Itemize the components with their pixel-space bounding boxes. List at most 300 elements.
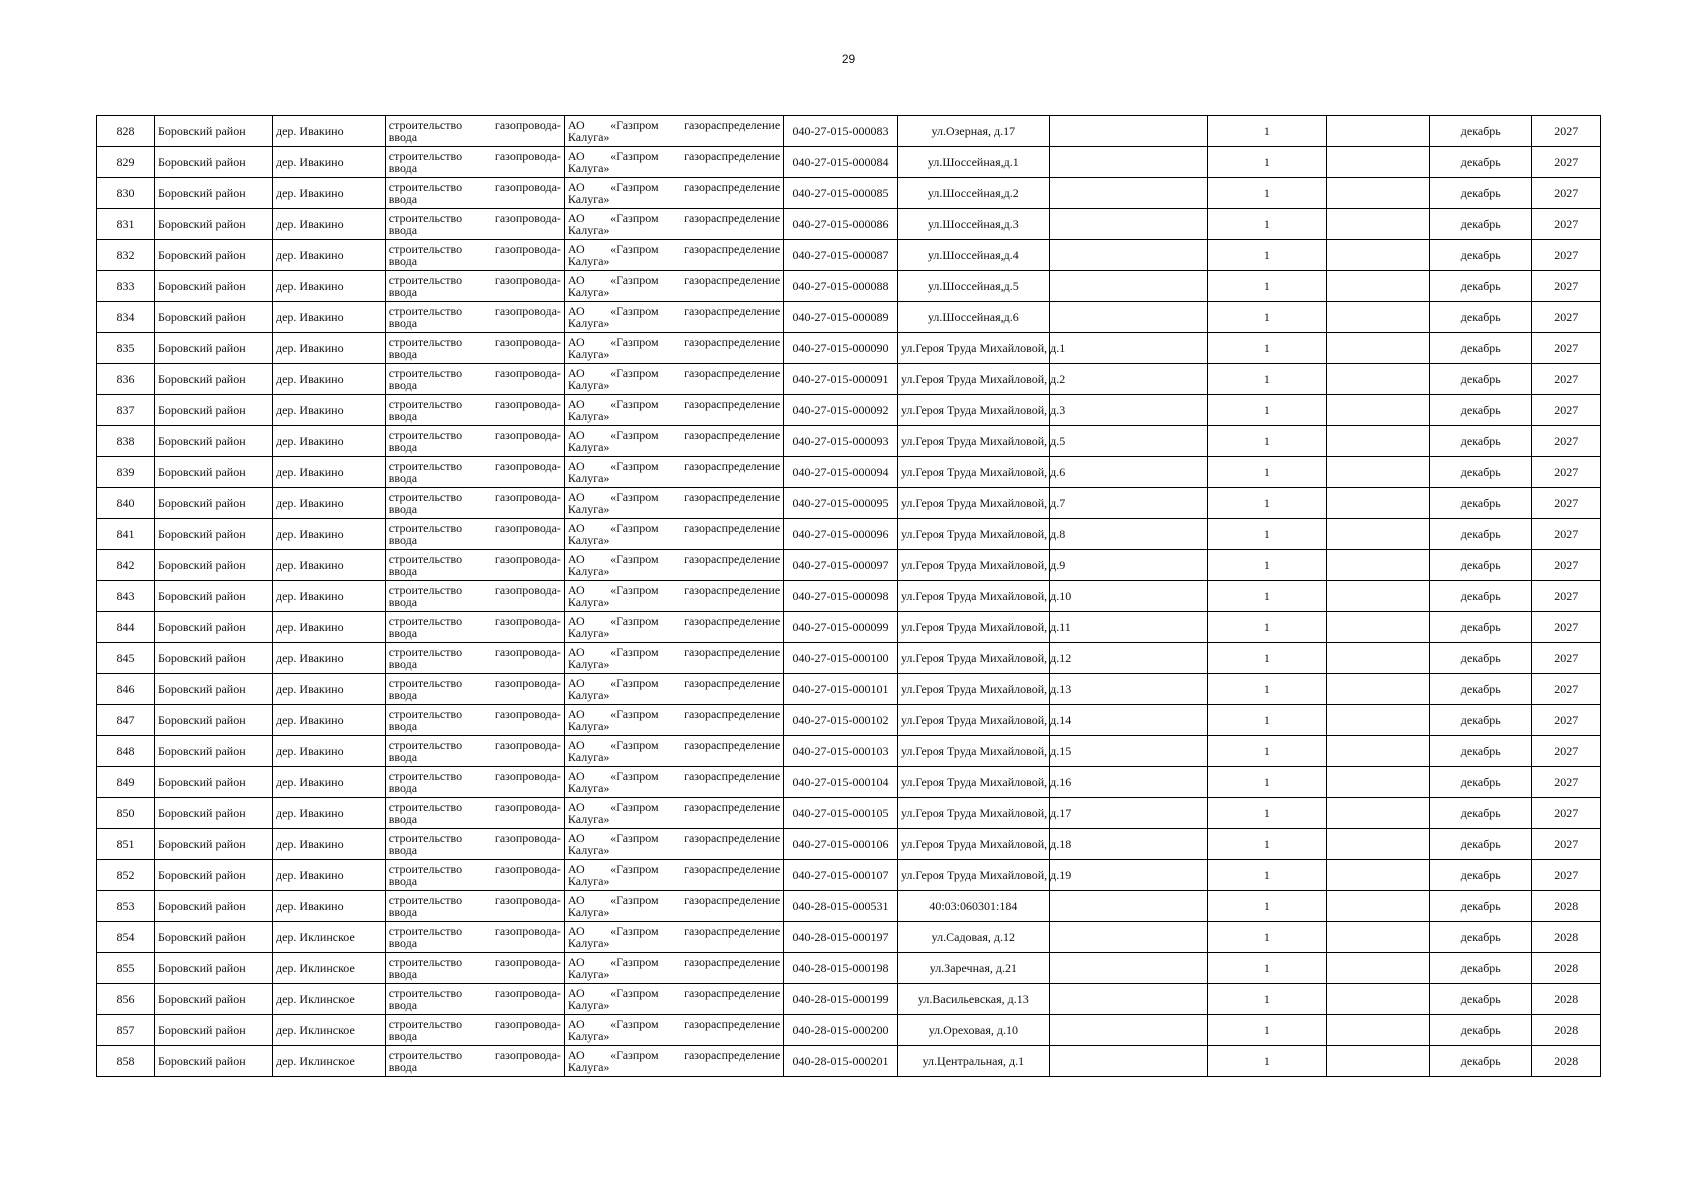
- address-cell: [897, 922, 1049, 953]
- quantity-cell: [1207, 271, 1326, 302]
- table-row: [97, 550, 1601, 581]
- year-cell: [1532, 457, 1601, 488]
- empty-cell: [1326, 922, 1429, 953]
- work-type-word-3: ввода: [388, 409, 418, 423]
- work-type-word-2: газопровода-: [494, 738, 561, 752]
- organization-cell: [564, 643, 783, 674]
- work-type-word-1: строительство: [388, 738, 463, 752]
- table-row: [97, 767, 1601, 798]
- row-number-cell: [97, 674, 155, 705]
- empty-cell: [1326, 302, 1429, 333]
- table-row: [97, 860, 1601, 891]
- empty-cell: [1326, 953, 1429, 984]
- organization-word-3: газораспределение: [684, 924, 781, 938]
- quantity-cell: [1207, 612, 1326, 643]
- organization-cell: [564, 271, 783, 302]
- table-row: [97, 1046, 1601, 1077]
- address: ул.Героя Труда Михайловой, д.10: [900, 589, 1072, 603]
- district-cell: [154, 922, 272, 953]
- work-type-word-1: строительство: [388, 645, 463, 659]
- organization-word-2: «Газпром: [610, 738, 659, 752]
- empty-cell: [1049, 519, 1207, 550]
- object-code: 040-27-015-000093: [792, 434, 889, 448]
- quantity: 1: [1263, 403, 1270, 417]
- work-type-word-1: строительство: [388, 490, 463, 504]
- empty-cell: [1049, 581, 1207, 612]
- organization-word-2: «Газпром: [610, 707, 659, 721]
- address-cell: [897, 891, 1049, 922]
- address-cell: [897, 519, 1066, 550]
- organization-word-3: газораспределение: [684, 986, 781, 1000]
- empty-cell: [1326, 860, 1429, 891]
- work-type-word-3: ввода: [388, 688, 418, 702]
- year: 2027: [1554, 341, 1579, 355]
- empty-cell: [1326, 147, 1429, 178]
- settlement-cell: [272, 1015, 385, 1046]
- organization-word-1: АО: [567, 180, 585, 194]
- address-cell: [897, 488, 1066, 519]
- address-cell: [897, 457, 1066, 488]
- row-number: 842: [116, 558, 135, 572]
- work-type-word-1: строительство: [388, 180, 463, 194]
- work-type-word-1: строительство: [388, 397, 463, 411]
- quantity: 1: [1263, 341, 1270, 355]
- work-type-word-3: ввода: [388, 595, 418, 609]
- row-number: 857: [116, 1023, 135, 1037]
- quantity-cell: [1207, 891, 1326, 922]
- organization-word-2: «Газпром: [610, 521, 659, 535]
- district-cell: [154, 984, 272, 1015]
- month: декабрь: [1460, 341, 1501, 355]
- object-code: 040-28-015-000201: [792, 1054, 889, 1068]
- work-type-word-2: газопровода-: [494, 583, 561, 597]
- settlement-cell: [272, 178, 385, 209]
- district-cell: [154, 798, 272, 829]
- row-number-cell: [97, 488, 155, 519]
- object-code: 040-28-015-000200: [792, 1023, 889, 1037]
- table-row: [97, 1015, 1601, 1046]
- settlement: дер. Ивакино: [275, 434, 344, 448]
- district-cell: [154, 116, 272, 147]
- object-code-cell: [784, 736, 898, 767]
- month-cell: [1430, 953, 1532, 984]
- organization-word-4: Калуга»: [567, 1060, 610, 1074]
- object-code: 040-27-015-000097: [792, 558, 889, 572]
- work-type-word-2: газопровода-: [494, 645, 561, 659]
- settlement: дер. Ивакино: [275, 465, 344, 479]
- address-cell: [897, 147, 1049, 178]
- organization-word-2: «Газпром: [610, 211, 659, 225]
- empty-cell: [1049, 488, 1207, 519]
- row-number: 831: [116, 217, 135, 231]
- row-number-cell: [97, 395, 155, 426]
- year: 2027: [1554, 248, 1579, 262]
- work-type-word-1: строительство: [388, 614, 463, 628]
- district: Боровский район: [157, 992, 246, 1006]
- district: Боровский район: [157, 248, 246, 262]
- organization-word-3: газораспределение: [684, 149, 781, 163]
- quantity-cell: [1207, 147, 1326, 178]
- work-type-word-3: ввода: [388, 161, 418, 175]
- empty-cell: [1326, 116, 1429, 147]
- work-type-cell: [385, 395, 564, 426]
- quantity: 1: [1263, 868, 1270, 882]
- district-cell: [154, 271, 272, 302]
- table-row: [97, 457, 1601, 488]
- organization-word-4: Калуга»: [567, 130, 610, 144]
- organization-cell: [564, 736, 783, 767]
- district: Боровский район: [157, 682, 246, 696]
- organization-word-2: «Газпром: [610, 552, 659, 566]
- district: Боровский район: [157, 527, 246, 541]
- row-number: 832: [116, 248, 135, 262]
- quantity-cell: [1207, 984, 1326, 1015]
- settlement: дер. Ивакино: [275, 558, 344, 572]
- settlement-cell: [272, 457, 385, 488]
- quantity-cell: [1207, 953, 1326, 984]
- quantity: 1: [1263, 930, 1270, 944]
- work-type-word-3: ввода: [388, 967, 418, 981]
- quantity-cell: [1207, 736, 1326, 767]
- empty-cell: [1326, 395, 1429, 426]
- year-cell: [1532, 240, 1601, 271]
- district: Боровский район: [157, 465, 246, 479]
- month: декабрь: [1460, 434, 1501, 448]
- quantity: 1: [1263, 744, 1270, 758]
- work-type-word-3: ввода: [388, 719, 418, 733]
- address: ул.Заречная, д.21: [929, 961, 1017, 975]
- address-cell: [897, 302, 1049, 333]
- empty-cell: [1049, 767, 1207, 798]
- empty-cell: [1049, 798, 1207, 829]
- table-row: [97, 302, 1601, 333]
- year: 2027: [1554, 713, 1579, 727]
- month: декабрь: [1460, 589, 1501, 603]
- organization-word-4: Калуга»: [567, 192, 610, 206]
- address-cell: [897, 240, 1049, 271]
- settlement: дер. Ивакино: [275, 682, 344, 696]
- quantity: 1: [1263, 434, 1270, 448]
- work-type-cell: [385, 798, 564, 829]
- work-type-word-2: газопровода-: [494, 490, 561, 504]
- work-type-word-1: строительство: [388, 1017, 463, 1031]
- address: ул.Героя Труда Михайловой, д.13: [900, 682, 1072, 696]
- empty-cell: [1326, 643, 1429, 674]
- work-type-word-1: строительство: [388, 304, 463, 318]
- work-type-word-2: газопровода-: [494, 614, 561, 628]
- organization-word-3: газораспределение: [684, 862, 781, 876]
- organization-word-4: Калуга»: [567, 874, 610, 888]
- work-type-word-1: строительство: [388, 211, 463, 225]
- object-code: 040-27-015-000086: [792, 217, 889, 231]
- settlement: дер. Ивакино: [275, 372, 344, 386]
- row-number-cell: [97, 829, 155, 860]
- row-number-cell: [97, 984, 155, 1015]
- settlement: дер. Иклинское: [275, 961, 355, 975]
- work-type-word-3: ввода: [388, 347, 418, 361]
- year-cell: [1532, 1015, 1601, 1046]
- table-row: [97, 178, 1601, 209]
- work-type-word-3: ввода: [388, 471, 418, 485]
- organization-word-2: «Газпром: [610, 180, 659, 194]
- address: ул.Шоссейная,д.1: [927, 155, 1019, 169]
- organization-cell: [564, 209, 783, 240]
- month: декабрь: [1460, 651, 1501, 665]
- table-row: [97, 922, 1601, 953]
- work-type-word-3: ввода: [388, 192, 418, 206]
- month-cell: [1430, 550, 1532, 581]
- organization-word-4: Калуга»: [567, 440, 610, 454]
- table-row: [97, 209, 1601, 240]
- district: Боровский район: [157, 372, 246, 386]
- quantity: 1: [1263, 124, 1270, 138]
- quantity: 1: [1263, 558, 1270, 572]
- address-cell: [897, 953, 1049, 984]
- organization-word-4: Калуга»: [567, 285, 610, 299]
- year: 2027: [1554, 403, 1579, 417]
- row-number-cell: [97, 550, 155, 581]
- month: декабрь: [1460, 744, 1501, 758]
- address: ул.Героя Труда Михайловой, д.9: [900, 558, 1066, 572]
- work-type-cell: [385, 581, 564, 612]
- address-cell: [897, 674, 1072, 705]
- object-code-cell: [784, 519, 898, 550]
- object-code-cell: [784, 209, 898, 240]
- year: 2027: [1554, 682, 1579, 696]
- organization-word-2: «Газпром: [610, 335, 659, 349]
- quantity-cell: [1207, 798, 1326, 829]
- work-type-word-2: газопровода-: [494, 862, 561, 876]
- work-type-cell: [385, 922, 564, 953]
- year: 2027: [1554, 372, 1579, 386]
- district-cell: [154, 488, 272, 519]
- district-cell: [154, 519, 272, 550]
- settlement: дер. Ивакино: [275, 403, 344, 417]
- object-code-cell: [784, 333, 898, 364]
- month-cell: [1430, 674, 1532, 705]
- month-cell: [1430, 1046, 1532, 1077]
- year-cell: [1532, 271, 1601, 302]
- empty-cell: [1049, 922, 1207, 953]
- row-number: 833: [116, 279, 135, 293]
- empty-cell: [1326, 550, 1429, 581]
- month: декабрь: [1460, 279, 1501, 293]
- year-cell: [1532, 674, 1601, 705]
- work-type-cell: [385, 736, 564, 767]
- empty-cell: [1326, 333, 1429, 364]
- year: 2027: [1554, 527, 1579, 541]
- object-code: 040-27-015-000102: [792, 713, 889, 727]
- district-cell: [154, 736, 272, 767]
- organization-cell: [564, 891, 783, 922]
- quantity-cell: [1207, 643, 1326, 674]
- settlement-cell: [272, 333, 385, 364]
- work-type-word-3: ввода: [388, 440, 418, 454]
- organization-word-2: «Газпром: [610, 769, 659, 783]
- address-cell: [897, 116, 1049, 147]
- year-cell: [1532, 1046, 1601, 1077]
- address: ул.Васильевская, д.13: [917, 992, 1029, 1006]
- work-type-word-2: газопровода-: [494, 707, 561, 721]
- organization-word-2: «Газпром: [610, 924, 659, 938]
- district-cell: [154, 860, 272, 891]
- organization-word-2: «Газпром: [610, 583, 659, 597]
- settlement: дер. Ивакино: [275, 713, 344, 727]
- month: декабрь: [1460, 248, 1501, 262]
- row-number: 835: [116, 341, 135, 355]
- organization-word-4: Калуга»: [567, 347, 610, 361]
- settlement-cell: [272, 395, 385, 426]
- table-row: [97, 240, 1601, 271]
- work-type-cell: [385, 116, 564, 147]
- empty-cell: [1049, 302, 1207, 333]
- work-type-word-2: газопровода-: [494, 831, 561, 845]
- quantity: 1: [1263, 155, 1270, 169]
- organization-word-4: Калуга»: [567, 843, 610, 857]
- table-row: [97, 674, 1601, 705]
- table-row: [97, 147, 1601, 178]
- district-cell: [154, 829, 272, 860]
- address-cell: [897, 271, 1049, 302]
- organization-word-1: АО: [567, 1017, 585, 1031]
- work-type-word-1: строительство: [388, 862, 463, 876]
- quantity-cell: [1207, 209, 1326, 240]
- organization-word-2: «Газпром: [610, 366, 659, 380]
- object-code: 040-27-015-000099: [792, 620, 889, 634]
- work-type-word-1: строительство: [388, 428, 463, 442]
- object-code-cell: [784, 581, 898, 612]
- organization-word-3: газораспределение: [684, 273, 781, 287]
- work-type-word-1: строительство: [388, 893, 463, 907]
- work-type-word-1: строительство: [388, 552, 463, 566]
- year: 2027: [1554, 651, 1579, 665]
- organization-cell: [564, 488, 783, 519]
- address-cell: [897, 829, 1072, 860]
- year-cell: [1532, 953, 1601, 984]
- object-code: 040-27-015-000083: [792, 124, 889, 138]
- year: 2027: [1554, 465, 1579, 479]
- address: ул.Садовая, д.12: [931, 930, 1016, 944]
- object-code: 040-27-015-000096: [792, 527, 889, 541]
- empty-cell: [1049, 984, 1207, 1015]
- row-number: 838: [116, 434, 135, 448]
- work-type-word-2: газопровода-: [494, 893, 561, 907]
- organization-cell: [564, 922, 783, 953]
- quantity: 1: [1263, 1054, 1270, 1068]
- month: декабрь: [1460, 1054, 1501, 1068]
- year-cell: [1532, 798, 1601, 829]
- organization-word-3: газораспределение: [684, 614, 781, 628]
- settlement: дер. Ивакино: [275, 310, 344, 324]
- work-type-word-2: газопровода-: [494, 800, 561, 814]
- empty-cell: [1326, 581, 1429, 612]
- organization-word-2: «Газпром: [610, 676, 659, 690]
- work-type-word-2: газопровода-: [494, 924, 561, 938]
- district-cell: [154, 240, 272, 271]
- row-number: 839: [116, 465, 135, 479]
- organization-word-3: газораспределение: [684, 490, 781, 504]
- month-cell: [1430, 891, 1532, 922]
- organization-word-4: Калуга»: [567, 564, 610, 578]
- organization-cell: [564, 1046, 783, 1077]
- year-cell: [1532, 612, 1601, 643]
- organization-word-1: АО: [567, 955, 585, 969]
- table-row: [97, 798, 1601, 829]
- empty-cell: [1326, 426, 1429, 457]
- work-type-cell: [385, 364, 564, 395]
- district-cell: [154, 674, 272, 705]
- address: ул.Героя Труда Михайловой, д.16: [900, 775, 1072, 789]
- settlement: дер. Ивакино: [275, 155, 344, 169]
- empty-cell: [1326, 891, 1429, 922]
- organization-word-2: «Газпром: [610, 800, 659, 814]
- settlement-cell: [272, 953, 385, 984]
- organization-word-2: «Газпром: [610, 242, 659, 256]
- row-number-cell: [97, 922, 155, 953]
- address: ул.Героя Труда Михайловой, д.2: [900, 372, 1066, 386]
- work-type-cell: [385, 178, 564, 209]
- quantity-cell: [1207, 116, 1326, 147]
- object-code-cell: [784, 767, 898, 798]
- settlement: дер. Ивакино: [275, 837, 344, 851]
- row-number: 853: [116, 899, 135, 913]
- quantity-cell: [1207, 519, 1326, 550]
- organization-word-2: «Газпром: [610, 862, 659, 876]
- row-number: 843: [116, 589, 135, 603]
- empty-cell: [1326, 1046, 1429, 1077]
- year: 2027: [1554, 558, 1579, 572]
- organization-word-2: «Газпром: [610, 397, 659, 411]
- row-number-cell: [97, 705, 155, 736]
- work-type-word-2: газопровода-: [494, 335, 561, 349]
- work-type-cell: [385, 271, 564, 302]
- quantity: 1: [1263, 806, 1270, 820]
- organization-cell: [564, 426, 783, 457]
- year-cell: [1532, 984, 1601, 1015]
- month: декабрь: [1460, 496, 1501, 510]
- object-code: 040-27-015-000100: [792, 651, 889, 665]
- address-cell: [897, 612, 1071, 643]
- row-number-cell: [97, 209, 155, 240]
- organization-word-4: Калуга»: [567, 378, 610, 392]
- month: декабрь: [1460, 837, 1501, 851]
- empty-cell: [1326, 519, 1429, 550]
- organization-word-1: АО: [567, 118, 585, 132]
- table-row: [97, 984, 1601, 1015]
- district-cell: [154, 209, 272, 240]
- address-cell: [897, 736, 1072, 767]
- empty-cell: [1049, 705, 1207, 736]
- work-type-cell: [385, 705, 564, 736]
- work-type-cell: [385, 612, 564, 643]
- address-cell: [897, 705, 1072, 736]
- settlement: дер. Ивакино: [275, 744, 344, 758]
- table-row: [97, 333, 1601, 364]
- quantity: 1: [1263, 961, 1270, 975]
- address-cell: [897, 550, 1066, 581]
- organization-word-4: Калуга»: [567, 533, 610, 547]
- work-type-word-3: ввода: [388, 998, 418, 1012]
- address-cell: [897, 798, 1072, 829]
- year: 2027: [1554, 310, 1579, 324]
- work-type-cell: [385, 550, 564, 581]
- organization-word-1: АО: [567, 831, 585, 845]
- work-type-word-3: ввода: [388, 1029, 418, 1043]
- month: декабрь: [1460, 713, 1501, 727]
- organization-word-3: газораспределение: [684, 707, 781, 721]
- district: Боровский район: [157, 403, 246, 417]
- district: Боровский район: [157, 341, 246, 355]
